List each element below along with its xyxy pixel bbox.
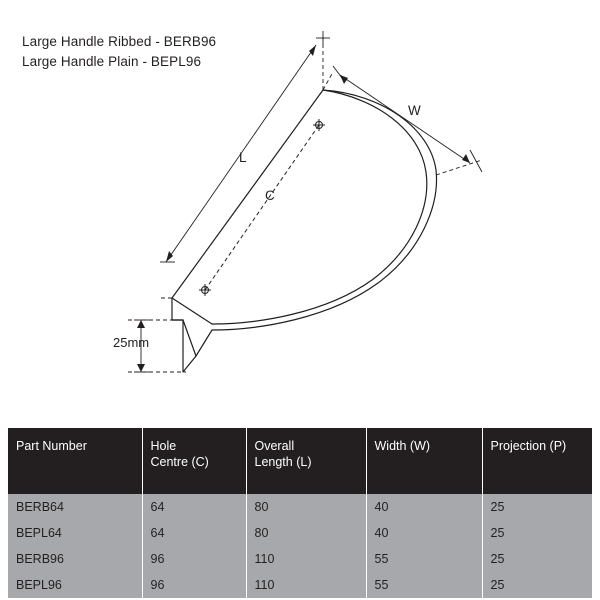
cell-width: 55 [366,572,482,598]
column-header-line-2: Centre (C) [150,455,209,470]
product-title-ribbed: Large Handle Ribbed - BERB96 [22,34,217,49]
column-header-overall-length [246,428,366,494]
dimension-tick-top [316,31,330,45]
column-header-line-1: Projection (P) [490,439,567,453]
column-header-line-1: Part Number [16,439,87,453]
cell-part-number: BEPL96 [8,572,142,598]
dimension-centre-line [205,125,319,290]
cell-part-number: BERB96 [8,546,142,572]
table-row [8,520,592,546]
cell-width: 55 [366,546,482,572]
column-header-line-1: Hole [150,439,177,453]
cell-part-number: BERB64 [8,494,142,520]
cell-hole-centre: 96 [142,572,246,598]
dimension-label-centre: C [265,188,275,203]
cell-overall-length: 80 [246,520,366,546]
column-header-line-1: Overall [254,439,295,453]
cell-projection: 25 [482,494,592,520]
cell-overall-length: 80 [246,494,366,520]
dimension-length [160,34,323,298]
table-row [8,494,592,520]
spec-table [8,428,592,598]
table-row [8,572,592,598]
handle-foot-edge [183,320,196,356]
dimension-label-length: L [239,150,247,165]
dimension-width [323,66,482,175]
cell-projection: 25 [482,546,592,572]
spec-table-wrap [8,428,592,598]
cell-overall-length: 110 [246,546,366,572]
cell-hole-centre: 64 [142,494,246,520]
cell-projection: 25 [482,572,592,598]
dimension-label-width: W [408,103,421,118]
product-title-plain: Large Handle Plain - BEPL96 [22,53,202,69]
cell-projection: 25 [482,520,592,546]
cell-hole-centre: 64 [142,520,246,546]
table-header-row [8,428,592,494]
column-header-projection [482,428,592,494]
cell-overall-length: 110 [246,572,366,598]
cell-width: 40 [366,520,482,546]
column-header-line-1: Width (W) [374,439,431,453]
cell-part-number: BEPL64 [8,520,142,546]
column-header-line-2: Length (L) [254,455,312,470]
handle-outline [172,90,437,372]
dimension-label-projection: 25mm [113,335,150,350]
column-header-part-number [8,428,142,494]
column-header-width [366,428,482,494]
table-row [8,546,592,572]
cell-width: 40 [366,494,482,520]
cell-hole-centre: 96 [142,546,246,572]
column-header-hole-centre [142,428,246,494]
